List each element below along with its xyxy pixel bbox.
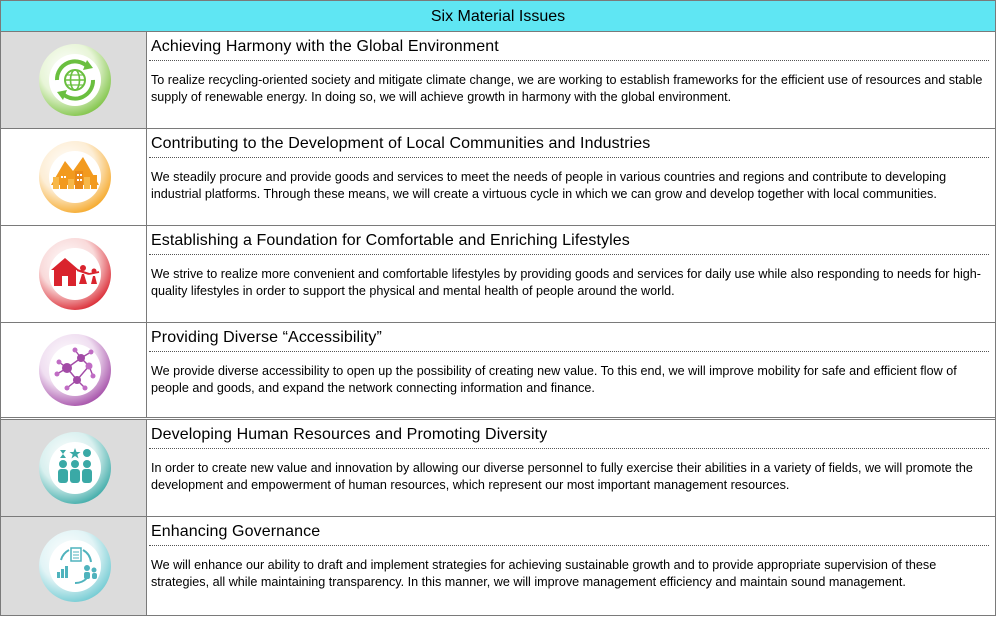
table-title: Six Material Issues [430,8,566,25]
issue-description: We strive to realize more convenient and comfortable lifestyles by providing goods and services for daily use while also responding to needs for high-quality lifestyles in order to support the physical and mental health of people around the world. [151,267,981,298]
issue-text-cell [147,420,995,516]
issue-text-cell [147,226,995,322]
dotted-divider [149,448,989,449]
issue-title: Developing Human Resources and Promoting Diversity [151,426,548,443]
city-mountains-icon [37,139,113,215]
issue-description: To realize recycling-oriented society and mitigate climate change, we are working to establish frameworks for the efficient use of resources and stable supply of renewable energy. In doing so, we will achieve growth in harmony with the global environment. [151,73,983,104]
house-family-icon [37,236,113,312]
table-header [1,1,995,32]
issue-title: Providing Diverse “Accessibility” [151,329,382,346]
people-diversity-icon [37,430,113,506]
issue-text-cell [147,129,995,225]
issue-description: We provide diverse accessibility to open up the possibility of creating new value. To this end, we will improve mobility for safe and efficient flow of people and goods, and expand the network connecting information and finance. [151,364,957,395]
issue-title: Contributing to the Development of Local Communities and Industries [151,135,651,152]
issue-row [1,420,995,517]
issue-title: Establishing a Foundation for Comfortable and Enriching Lifestyles [151,232,630,249]
issue-description: We steadily procure and provide goods and services to meet the needs of people in various countries and regions and contribute to developing industrial platforms. Through these means, we will create a virtuous cycle in which we can grow and develop together with local communities. [151,170,947,201]
governance-cycle-icon [37,528,113,604]
issue-text-cell [147,323,995,417]
issue-icon-cell [1,420,147,516]
issue-icon-cell [1,323,147,417]
issue-description: We will enhance our ability to draft and implement strategies for achieving sustainable growth and to provide appropriate supervision of these strategies, all while maintaining transparency. In this manner, we will improve management efficiency and maintain sound management. [151,558,937,589]
issue-row [1,226,995,323]
issue-description: In order to create new value and innovation by allowing our diverse personnel to fully exercise their abilities in a variety of fields, we will promote the development and empowerment of human resources, which represent our most important management resources. [151,461,973,492]
network-nodes-icon [37,332,113,408]
dotted-divider [149,545,989,546]
issue-icon-cell [1,226,147,322]
issue-text-cell [147,32,995,128]
dotted-divider [149,351,989,352]
globe-recycle-icon [37,42,113,118]
dotted-divider [149,157,989,158]
issue-icon-cell [1,517,147,615]
issue-icon-cell [1,32,147,128]
issue-row [1,323,995,420]
issue-text-cell [147,517,995,615]
dotted-divider [149,60,989,61]
dotted-divider [149,254,989,255]
issue-icon-cell [1,129,147,225]
issue-title: Enhancing Governance [151,523,321,540]
issue-title: Achieving Harmony with the Global Environment [151,38,499,55]
issue-row [1,129,995,226]
issue-row [1,32,995,129]
issue-row [1,517,995,615]
